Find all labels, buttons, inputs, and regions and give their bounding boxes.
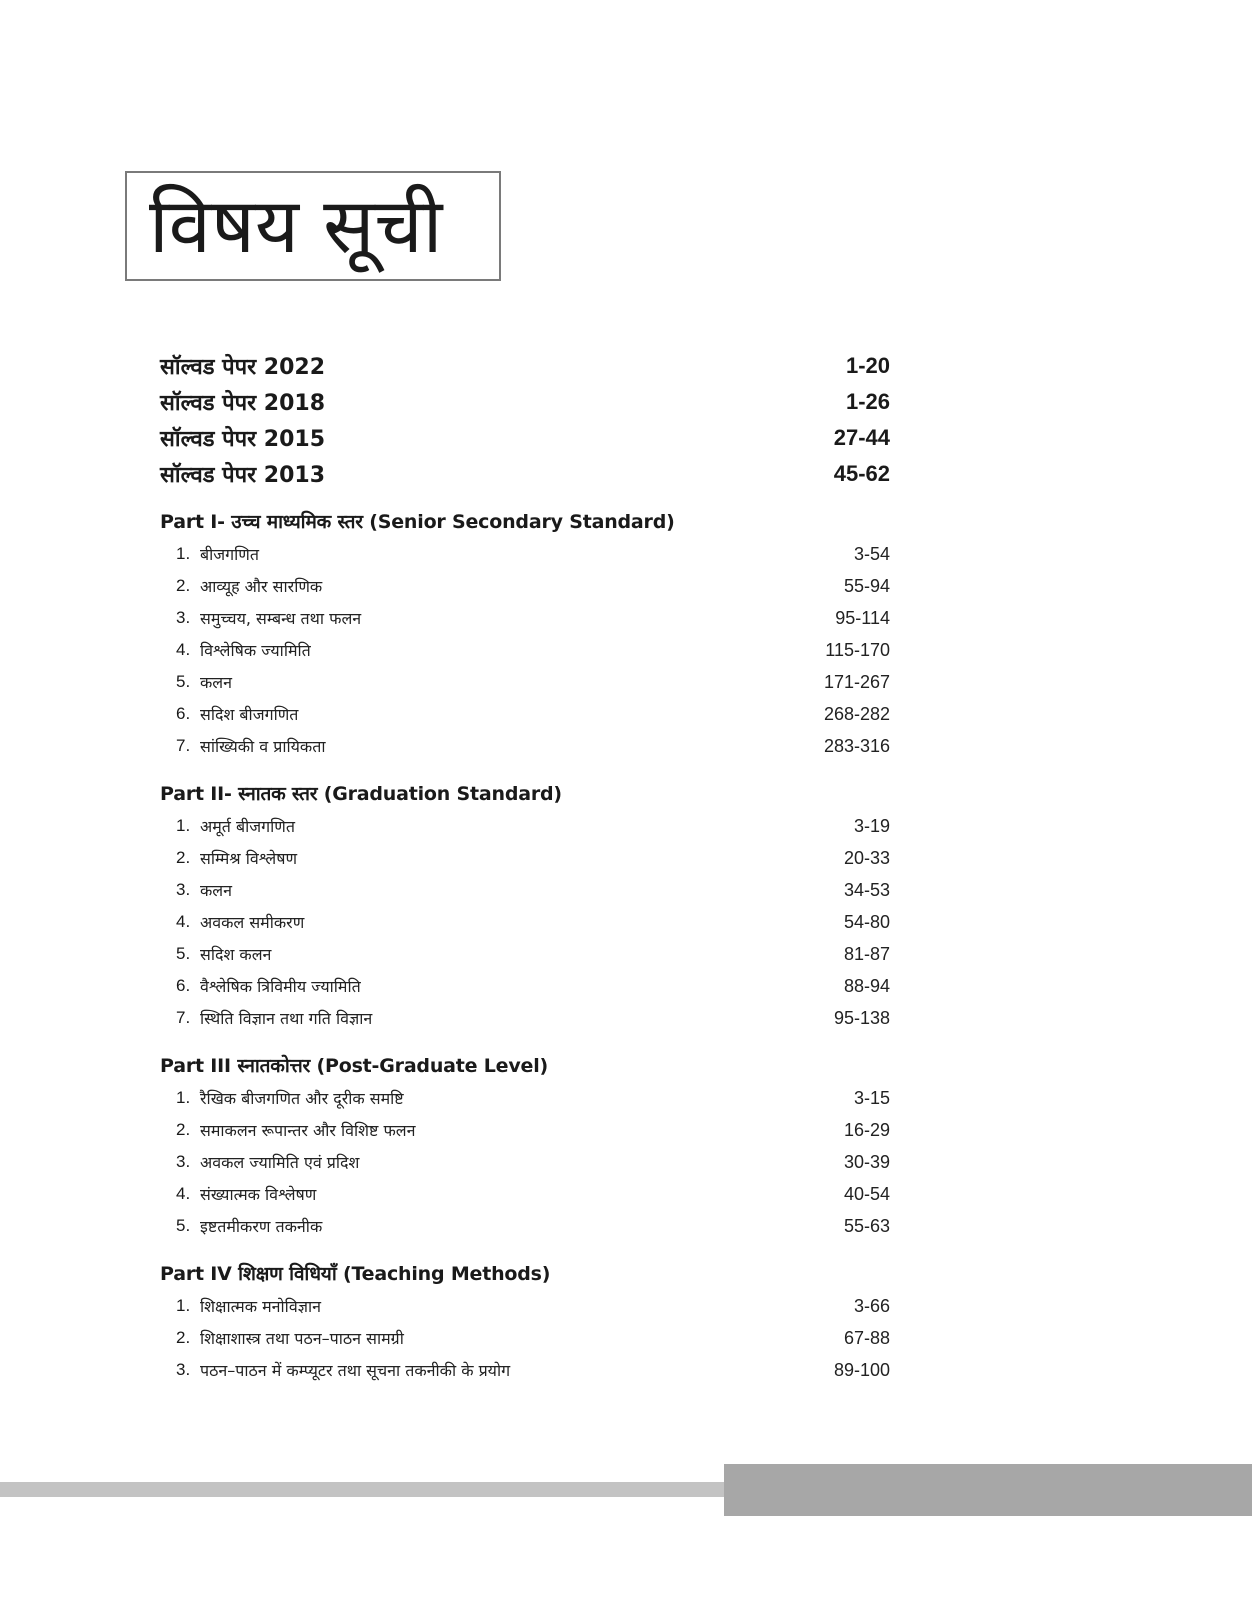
chapter-pages: 283-316: [823, 735, 890, 756]
solved-paper-label: सॉल्वड पेपर 2022: [160, 355, 326, 380]
solved-paper-row[interactable]: [160, 456, 890, 492]
part-1-section: [160, 506, 890, 762]
chapter-name: विश्लेषिक ज्यामिति: [200, 641, 311, 660]
chapter-number: 2.: [176, 848, 191, 867]
chapter-name: सांख्यिकी व प्रायिकता: [200, 737, 326, 756]
chapter-row[interactable]: [160, 810, 890, 842]
chapter-row[interactable]: [160, 842, 890, 874]
chapter-number: 1.: [176, 816, 191, 835]
chapter-name: अवकल समीकरण: [200, 913, 305, 932]
chapter-name: शिक्षात्मक मनोविज्ञान: [200, 1297, 321, 1316]
chapter-row[interactable]: [160, 906, 890, 938]
chapter-row[interactable]: [160, 1290, 890, 1322]
part-3-section: [160, 1050, 890, 1242]
solved-papers-list: [160, 348, 890, 492]
chapter-row[interactable]: [160, 970, 890, 1002]
chapter-name: स्थिति विज्ञान तथा गति विज्ञान: [200, 1009, 373, 1028]
chapter-number: 3.: [176, 1360, 191, 1379]
chapter-number: 2.: [176, 1328, 191, 1347]
chapter-number: 1.: [176, 1088, 191, 1107]
chapter-row[interactable]: [160, 874, 890, 906]
chapter-name: शिक्षाशास्त्र तथा पठन–पाठन सामग्री: [200, 1329, 404, 1348]
solved-paper-pages: 1-20: [845, 353, 890, 378]
chapter-row[interactable]: [160, 538, 890, 570]
chapter-row[interactable]: [160, 1114, 890, 1146]
chapter-pages: 55-94: [843, 575, 890, 596]
solved-paper-row[interactable]: [160, 420, 890, 456]
chapter-number: 4.: [176, 640, 191, 659]
page-title: विषय सूची: [149, 181, 443, 270]
chapter-name: इष्टतमीकरण तकनीक: [200, 1217, 323, 1236]
solved-paper-pages: 27-44: [833, 425, 890, 450]
chapter-number: 1.: [176, 544, 191, 563]
chapter-number: 5.: [176, 672, 191, 691]
chapter-name: कलन: [200, 673, 233, 692]
chapter-number: 4.: [176, 912, 191, 931]
table-of-contents: [160, 348, 890, 1386]
footer-block: [724, 1464, 1252, 1516]
chapter-name: पठन–पाठन में कम्प्यूटर तथा सूचना तकनीकी के प्रयोग: [200, 1361, 511, 1380]
solved-paper-row[interactable]: [160, 384, 890, 420]
chapter-row[interactable]: [160, 730, 890, 762]
chapter-pages: 54-80: [843, 911, 890, 932]
chapter-number: 7.: [176, 1008, 191, 1027]
chapter-number: 6.: [176, 704, 191, 723]
chapter-pages: 95-138: [833, 1007, 890, 1028]
chapter-name: संख्यात्मक विश्लेषण: [200, 1185, 317, 1204]
chapter-name: सदिश कलन: [200, 945, 272, 964]
chapter-pages: 3-15: [853, 1087, 890, 1108]
chapter-name: समुच्चय, सम्बन्ध तथा फलन: [200, 609, 362, 628]
footer-bar: [0, 1482, 724, 1497]
part-2-section: [160, 778, 890, 1034]
chapter-number: 2.: [176, 1120, 191, 1139]
chapter-name: रैखिक बीजगणित और दूरीक समष्टि: [200, 1089, 404, 1108]
chapter-row[interactable]: [160, 1002, 890, 1034]
chapter-pages: 171-267: [823, 671, 890, 692]
part-4-section: [160, 1258, 890, 1386]
chapter-pages: 67-88: [843, 1327, 890, 1348]
chapter-pages: 3-19: [853, 815, 890, 836]
chapter-number: 6.: [176, 976, 191, 995]
chapter-pages: 88-94: [843, 975, 890, 996]
chapter-pages: 115-170: [825, 639, 890, 660]
chapter-name: सम्मिश्र विश्लेषण: [200, 849, 298, 868]
chapter-pages: 89-100: [833, 1359, 890, 1380]
chapter-row[interactable]: [160, 698, 890, 730]
chapter-name: वैश्लेषिक त्रिविमीय ज्यामिति: [200, 977, 361, 996]
chapter-row[interactable]: [160, 602, 890, 634]
chapter-pages: 95-114: [835, 607, 890, 628]
part-heading: Part II- स्नातक स्तर (Graduation Standard): [160, 783, 562, 805]
solved-paper-label: सॉल्वड पेपर 2013: [160, 463, 326, 488]
chapter-pages: 81-87: [843, 943, 890, 964]
title-box: [125, 171, 501, 281]
solved-paper-label: सॉल्वड पेपर 2018: [160, 391, 326, 416]
chapter-pages: 268-282: [823, 703, 890, 724]
chapter-number: 5.: [176, 944, 191, 963]
chapter-row[interactable]: [160, 634, 890, 666]
solved-paper-pages: 1-26: [845, 389, 890, 414]
solved-paper-pages: 45-62: [833, 461, 890, 486]
chapter-pages: 55-63: [843, 1215, 890, 1236]
chapter-number: 4.: [176, 1184, 191, 1203]
chapter-row[interactable]: [160, 666, 890, 698]
chapter-row[interactable]: [160, 938, 890, 970]
chapter-pages: 3-54: [853, 543, 890, 564]
chapter-pages: 3-66: [853, 1295, 890, 1316]
chapter-row[interactable]: [160, 1210, 890, 1242]
chapter-name: सदिश बीजगणित: [200, 705, 299, 724]
chapter-pages: 34-53: [843, 879, 890, 900]
chapter-number: 5.: [176, 1216, 191, 1235]
chapter-row[interactable]: [160, 1082, 890, 1114]
part-heading: Part IV शिक्षण विधियाँ (Teaching Methods): [160, 1263, 551, 1285]
chapter-row[interactable]: [160, 1322, 890, 1354]
chapter-number: 3.: [176, 1152, 191, 1171]
chapter-name: कलन: [200, 881, 233, 900]
part-heading: Part I- उच्च माध्यमिक स्तर (Senior Secondary Standard): [160, 511, 675, 533]
chapter-row[interactable]: [160, 570, 890, 602]
solved-paper-label: सॉल्वड पेपर 2015: [160, 427, 326, 452]
chapter-row[interactable]: [160, 1354, 890, 1386]
chapter-name: बीजगणित: [200, 545, 259, 564]
chapter-name: अवकल ज्यामिति एवं प्रदिश: [200, 1153, 360, 1172]
chapter-name: समाकलन रूपान्तर और विशिष्ट फलन: [200, 1121, 416, 1140]
chapter-pages: 16-29: [843, 1119, 890, 1140]
chapter-number: 3.: [176, 608, 191, 627]
chapter-number: 1.: [176, 1296, 191, 1315]
chapter-pages: 30-39: [843, 1151, 890, 1172]
chapter-name: अमूर्त बीजगणित: [200, 817, 295, 836]
chapter-number: 7.: [176, 736, 191, 755]
chapter-name: आव्यूह और सारणिक: [200, 577, 323, 596]
chapter-row[interactable]: [160, 1178, 890, 1210]
chapter-pages: 40-54: [843, 1183, 890, 1204]
chapter-row[interactable]: [160, 1146, 890, 1178]
solved-paper-row[interactable]: [160, 348, 890, 384]
chapter-pages: 20-33: [843, 847, 890, 868]
part-heading: Part III स्नातकोत्तर (Post-Graduate Level): [160, 1055, 549, 1077]
chapter-number: 3.: [176, 880, 191, 899]
chapter-number: 2.: [176, 576, 191, 595]
